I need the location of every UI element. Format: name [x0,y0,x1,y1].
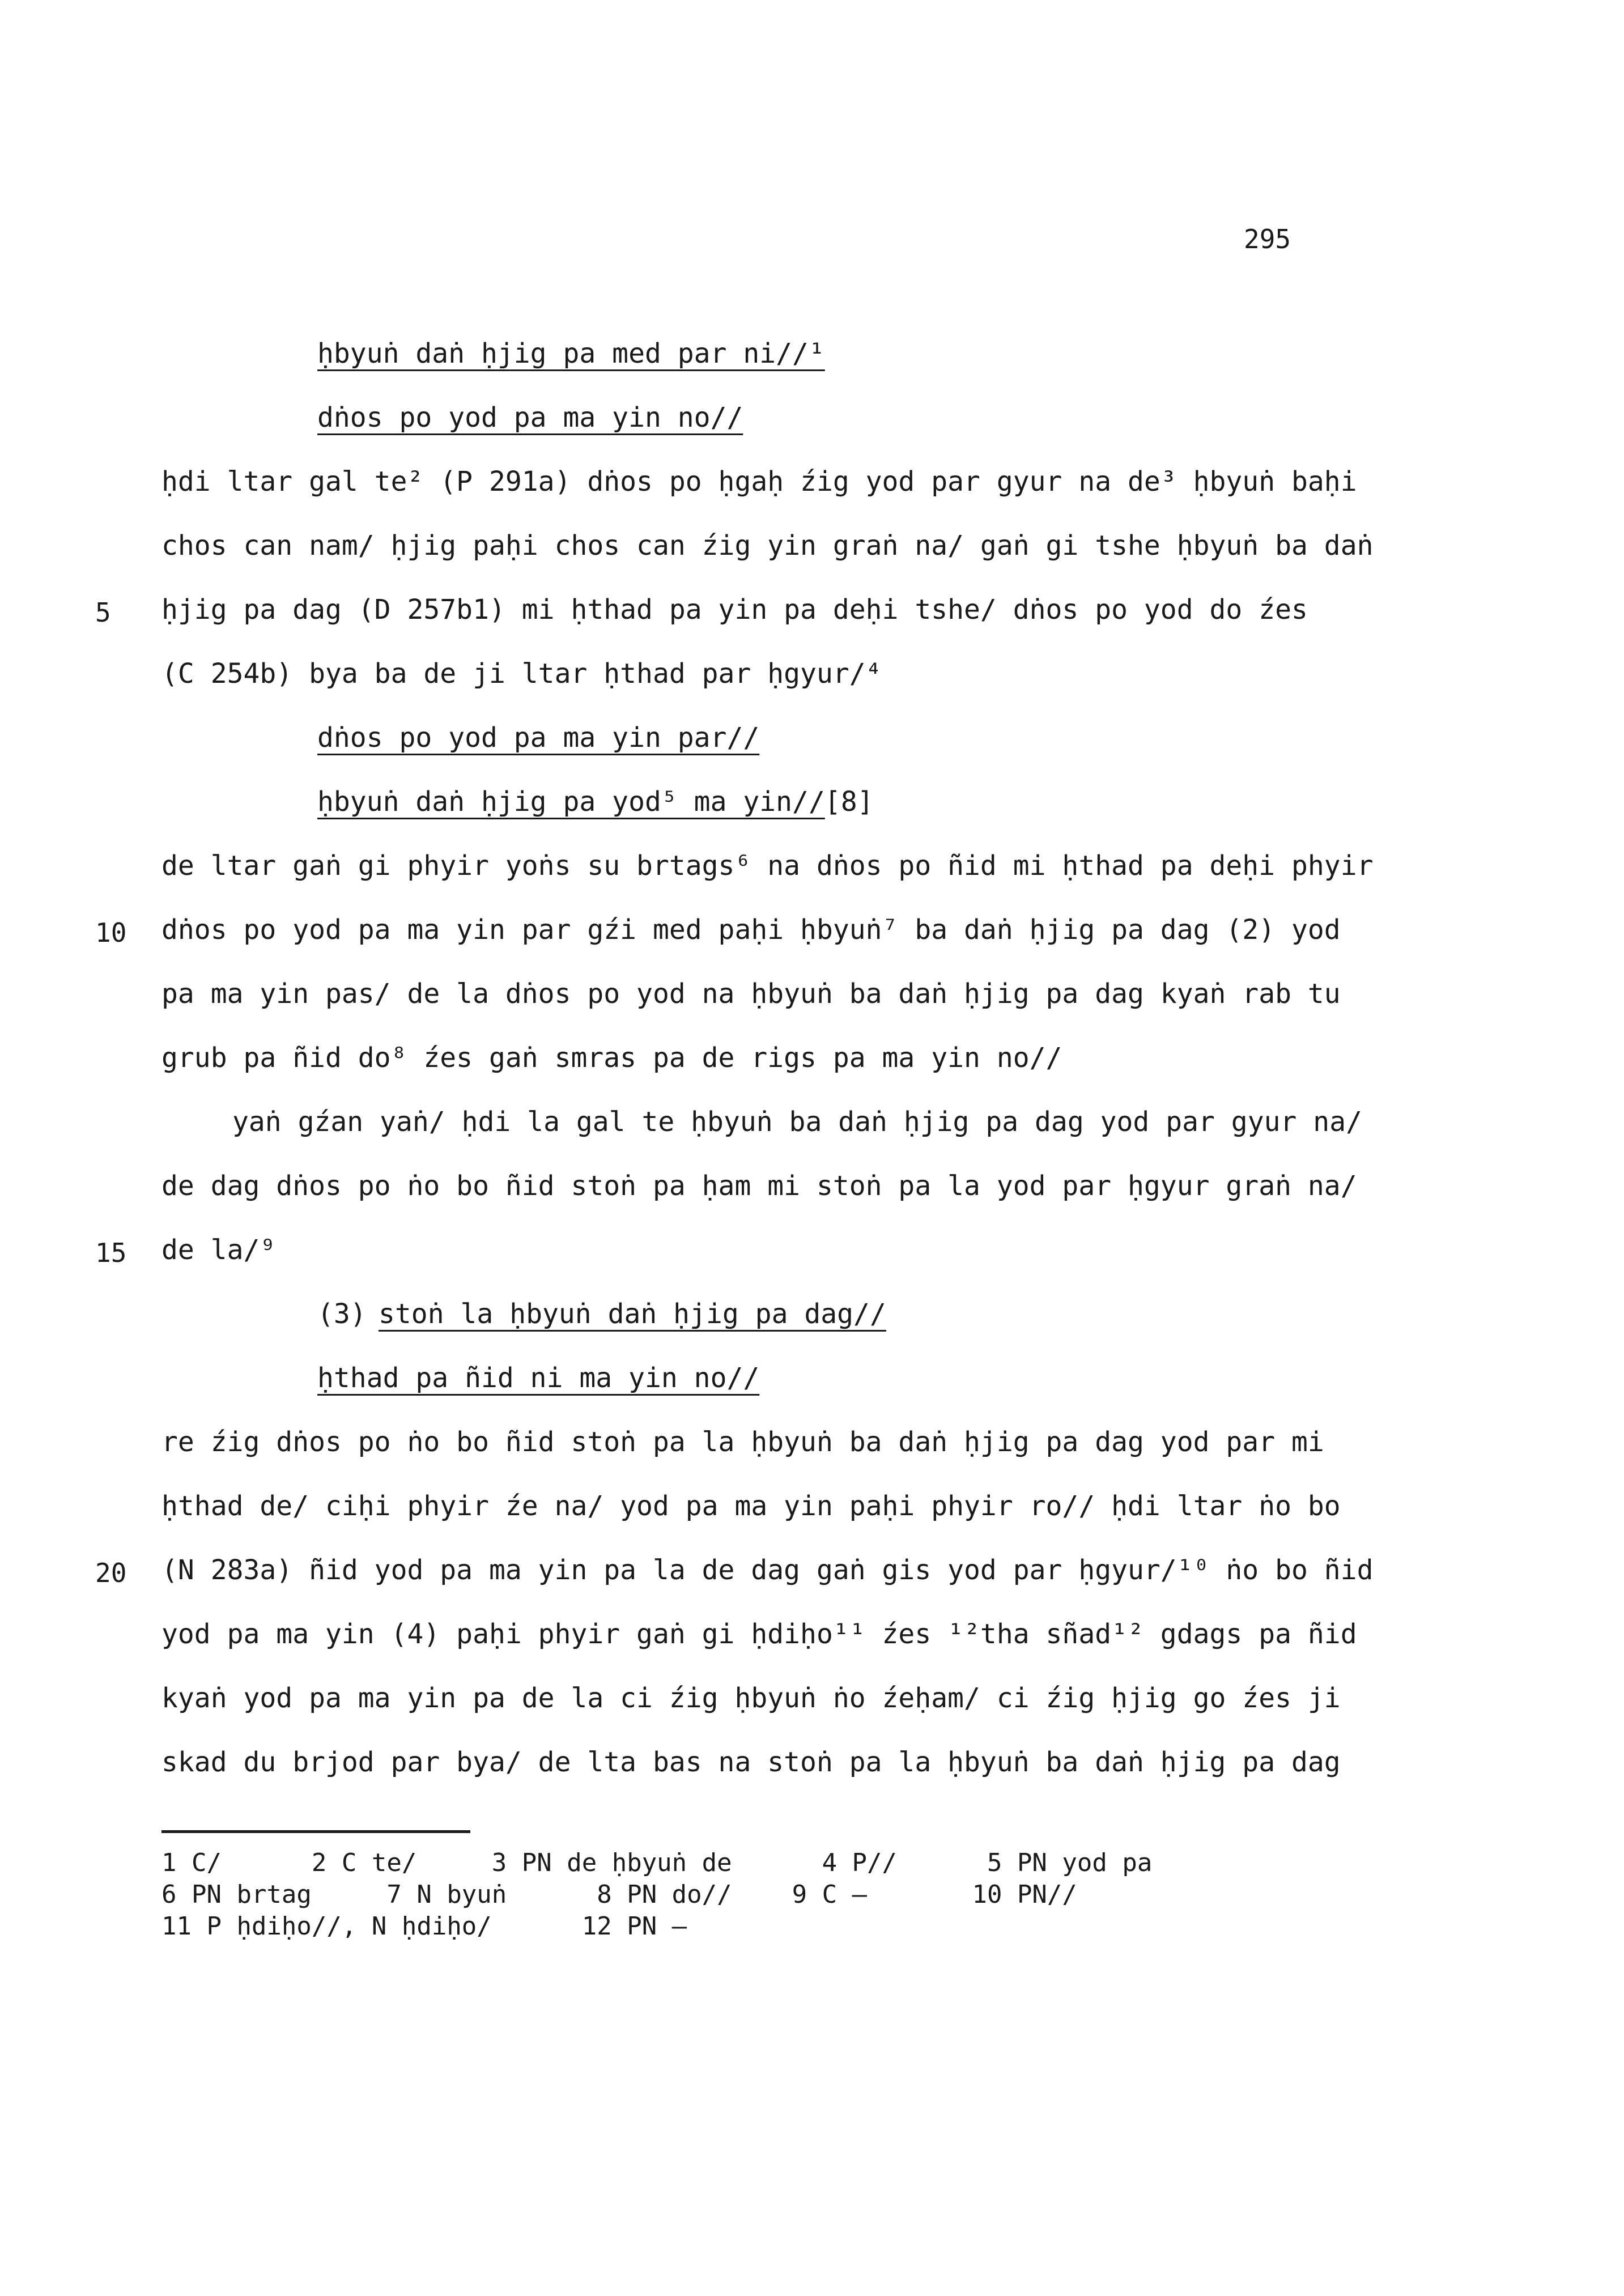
body-line: pa ma yin pas/ de la dṅos po yod na ḥbyuṅ ba daṅ ḥjig pa dag kyaṅ rab tu [161,978,1341,1010]
footnote-line: 11 P ḥdiḥo//, N ḥdiḥo/ 12 PN — [161,1912,687,1941]
body-line: skad du brjod par bya/ de lta bas na stoṅ pa la ḥbyuṅ ba daṅ ḥjig pa dag [161,1746,1341,1778]
body-line: chos can nam/ ḥjig paḥi chos can źig yin graṅ na/ gaṅ gi tshe ḥbyuṅ ba daṅ [161,530,1374,562]
verse-line: dṅos po yod pa ma yin par// [317,722,760,754]
body-line: kyaṅ yod pa ma yin pa de la ci źig ḥbyuṅ ṅo źeḥam/ ci źig ḥjig go źes ji [161,1682,1341,1714]
body-line: ḥjig pa dag (D 257b1) mi ḥthad pa yin pa deḥi tshe/ dṅos po yod do źes [161,594,1308,626]
verse-line: stoṅ la ḥbyuṅ daṅ ḥjig pa dag// [379,1298,886,1330]
body-line: yaṅ gźan yaṅ/ ḥdi la gal te ḥbyuṅ ba daṅ ḥjig pa dag yod par gyur na/ [232,1106,1362,1138]
body-line: ḥthad de/ ciḥi phyir źe na/ yod pa ma yin paḥi phyir ro// ḥdi ltar ṅo bo [161,1490,1341,1522]
line-number: 15 [95,1238,127,1268]
page-number: 295 [1244,224,1291,254]
verse-line: ḥbyuṅ daṅ ḥjig pa yod⁵ ma yin// [317,786,825,818]
footnote-line: 1 C/ 2 C te/ 3 PN de ḥbyuṅ de 4 P// 5 PN yod pa [161,1848,1153,1877]
footnote-rule [161,1830,470,1833]
line-number: 10 [95,917,127,948]
body-line: grub pa ñid do⁸ źes gaṅ smras pa de rigs pa ma yin no// [161,1042,1062,1074]
body-line: yod pa ma yin (4) paḥi phyir gaṅ gi ḥdiḥo¹¹ źes ¹²tha sñad¹² gdags pa ñid [161,1618,1357,1650]
line-number: 5 [95,597,111,628]
body-line: de dag dṅos po ṅo bo ñid stoṅ pa ḥam mi stoṅ pa la yod par ḥgyur graṅ na/ [161,1170,1357,1202]
body-line: re źig dṅos po ṅo bo ñid stoṅ pa la ḥbyuṅ ba daṅ ḥjig pa dag yod par mi [161,1426,1324,1458]
verse-line: dṅos po yod pa ma yin no// [317,402,743,433]
body-line: de la/⁹ [161,1234,277,1266]
body-line: (C 254b) bya ba de ji ltar ḥthad par ḥgyur/⁴ [161,658,882,690]
footnote-line: 6 PN brtag 7 N byuṅ 8 PN do// 9 C — 10 PN// [161,1880,1077,1909]
body-line: dṅos po yod pa ma yin par gźi med paḥi ḥbyuṅ⁷ ba daṅ ḥjig pa dag (2) yod [161,914,1341,946]
verse-prefix: (3) [317,1298,383,1330]
verse-line: ḥthad pa ñid ni ma yin no// [317,1362,760,1394]
verse-tag: [8] [824,786,874,818]
body-line: (N 283a) ñid yod pa ma yin pa la de dag gaṅ gis yod par ḥgyur/¹⁰ ṅo bo ñid [161,1554,1374,1586]
body-line: de ltar gaṅ gi phyir yoṅs su brtags⁶ na dṅos po ñid mi ḥthad pa deḥi phyir [161,850,1374,882]
verse-line: ḥbyuṅ daṅ ḥjig pa med par ni//¹ [317,338,825,369]
body-line: ḥdi ltar gal te² (P 291a) dṅos po ḥgaḥ źig yod par gyur na de³ ḥbyuṅ baḥi [161,466,1357,498]
line-number: 20 [95,1558,127,1588]
